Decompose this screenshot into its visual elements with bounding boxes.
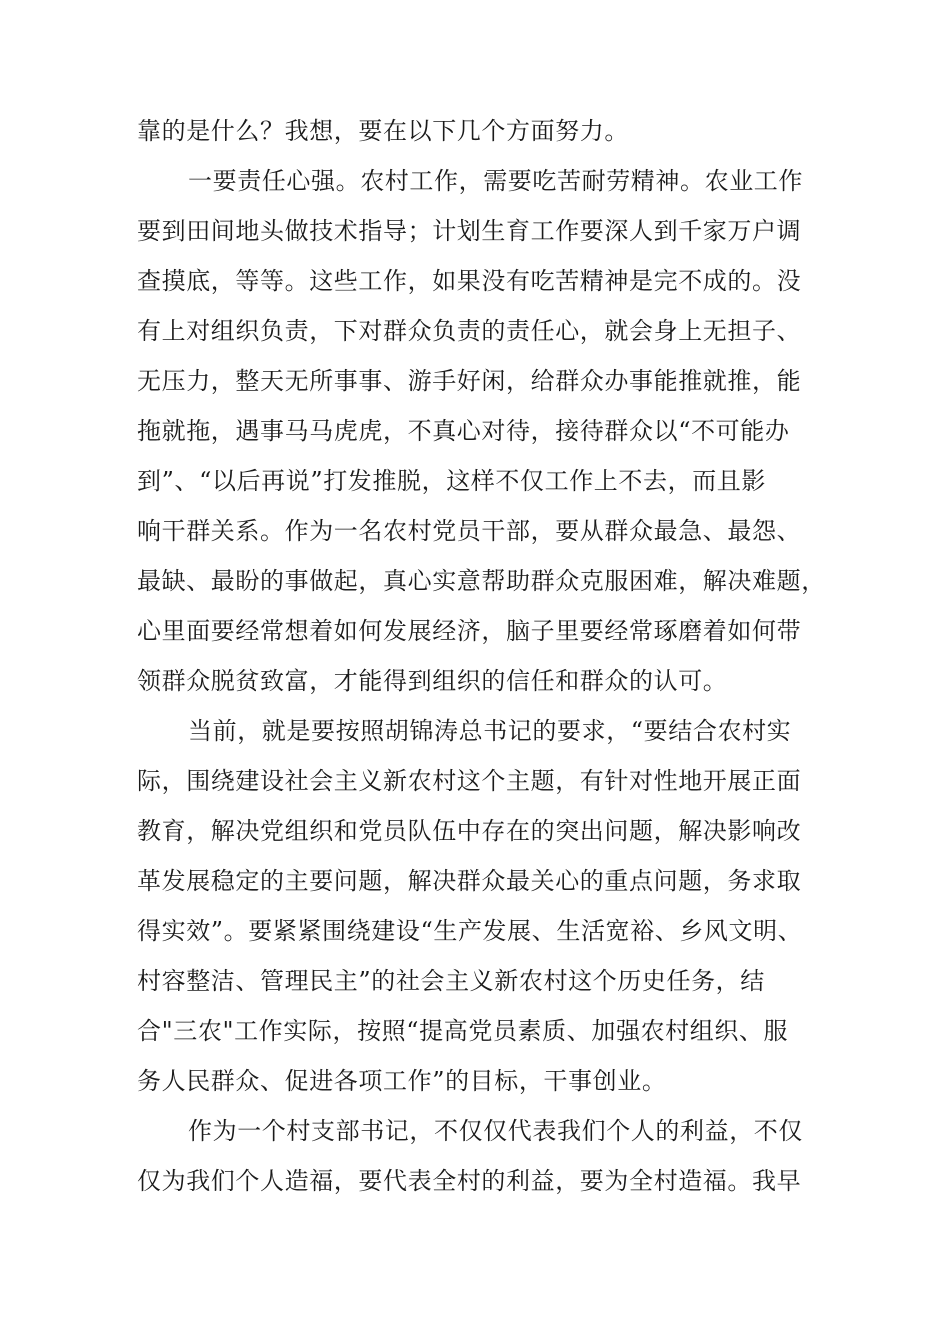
text-line: 领群众脱贫致富，才能得到组织的信任和群众的认可。 xyxy=(137,667,728,695)
text-line: 拖就拖，遇事马马虎虎，不真心对待，接待群众以“不可能办 xyxy=(137,417,790,445)
text-line: 务人民群众、促进各项工作”的目标，干事创业。 xyxy=(137,1067,667,1095)
text-line: 响干群关系。作为一名农村党员干部，要从群众最急、最怨、 xyxy=(137,517,802,545)
text-line: 际，围绕建设社会主义新农村这个主题，有针对性地开展正面 xyxy=(137,767,802,795)
text-line: 得实效”。要紧紧围绕建设“生产发展、生活宽裕、乡风文明、 xyxy=(137,917,803,945)
text-line: 有上对组织负责，下对群众负责的责任心，就会身上无担子、 xyxy=(137,317,802,345)
paragraph-start-line: 作为一个村支部书记，不仅仅代表我们个人的利益，不仅 xyxy=(188,1117,803,1145)
text-line: 到”、“以后再说”打发推脱，这样不仅工作上不去，而且影 xyxy=(137,467,767,495)
text-line: 教育，解决党组织和党员队伍中存在的突出问题，解决影响改 xyxy=(137,817,802,845)
text-line: 查摸底，等等。这些工作，如果没有吃苦精神是完不成的。没 xyxy=(137,267,802,295)
text-line: 心里面要经常想着如何发展经济，脑子里要经常琢磨着如何带 xyxy=(137,617,802,645)
text-line: 村容整洁、管理民主”的社会主义新农村这个历史任务，结 xyxy=(137,967,765,995)
text-line: 无压力，整天无所事事、游手好闲，给群众办事能推就推，能 xyxy=(137,367,802,395)
paragraph-start-line: 当前，就是要按照胡锦涛总书记的要求，“要结合农村实 xyxy=(188,717,792,745)
text-line: 要到田间地头做技术指导；计划生育工作要深人到千家万户调 xyxy=(137,217,802,245)
text-line: 革发展稳定的主要问题，解决群众最关心的重点问题，务求取 xyxy=(137,867,802,895)
paragraph-start-line: 一要责任心强。农村工作，需要吃苦耐劳精神。农业工作 xyxy=(188,167,803,195)
text-line: 最缺、最盼的事做起，真心实意帮助群众克服困难，解决难题， xyxy=(137,567,826,595)
text-line: 靠的是什么？我想，要在以下几个方面努力。 xyxy=(137,117,629,145)
text-line: 合"三农"工作实际，按照“提高党员素质、加强农村组织、服 xyxy=(137,1017,789,1045)
text-line: 仅为我们个人造福，要代表全村的利益，要为全村造福。我早 xyxy=(137,1167,802,1195)
